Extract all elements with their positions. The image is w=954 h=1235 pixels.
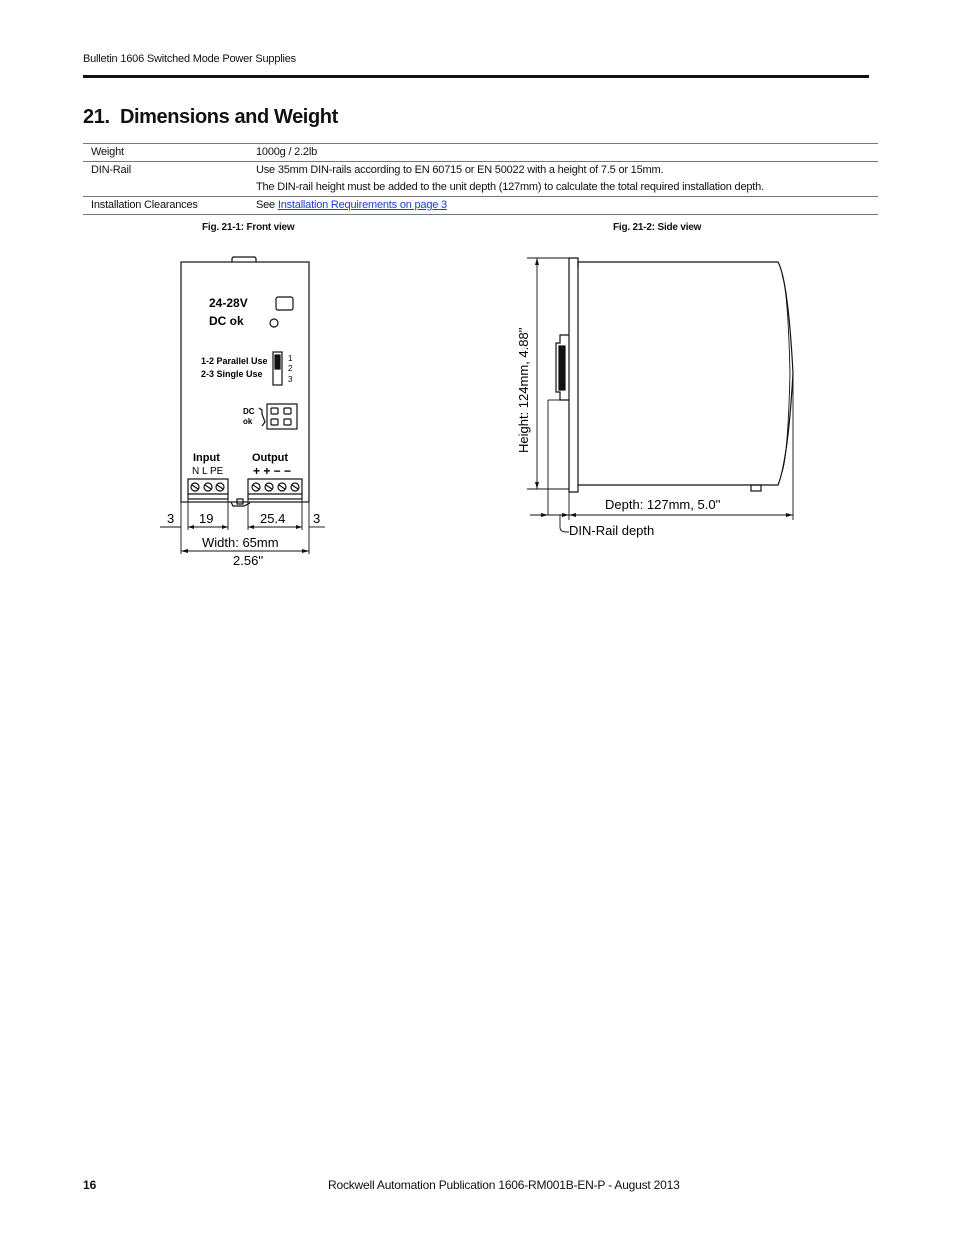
front-view-caption: Fig. 21-1: Front view: [202, 222, 295, 233]
pin-label-1: 1: [288, 354, 293, 363]
section-title: [83, 106, 338, 129]
dc-ok-label: DC ok: [209, 314, 244, 328]
height-label: Height: 124mm, 4.88'': [516, 327, 531, 453]
side-view-caption: Fig. 21-2: Side view: [613, 222, 702, 233]
input-pins-label: N L PE: [192, 466, 224, 477]
width-label: Width: 65mm: [202, 535, 279, 550]
publication-footer: Rockwell Automation Publication 1606-RM001B-EN-P - August 2013: [328, 1178, 680, 1192]
dim-right-label: 3: [313, 511, 321, 526]
spec-table: [83, 143, 878, 215]
dim-left-label: 3: [167, 511, 175, 526]
page-number: 16: [83, 1178, 97, 1192]
width-inch-label: 2.56'': [233, 553, 264, 568]
pin-label-2: 2: [288, 364, 293, 373]
relay-dc-label: DC: [243, 407, 255, 416]
output-label: Output: [252, 452, 289, 464]
depth-label: Depth: 127mm, 5.0'': [605, 497, 721, 512]
header-rule: [83, 75, 869, 78]
din-rail-depth-label: DIN-Rail depth: [569, 523, 655, 538]
spec-label-din-rail: DIN-Rail: [91, 164, 131, 176]
spec-row-weight: [83, 144, 878, 162]
side-view-drawing: [510, 250, 810, 545]
spec-label-clearances: Installation Clearances: [91, 199, 198, 211]
section-number: 21.: [83, 106, 110, 128]
relay-ok-label: ok: [243, 417, 253, 426]
installation-requirements-link[interactable]: Installation Requirements on page 3: [277, 199, 447, 211]
spec-row-din-rail: [83, 162, 878, 197]
spec-value-din-rail-1: Use 35mm DIN-rails according to EN 60715 or EN 50022 with a height of 7.5 or 15mm.: [256, 164, 664, 176]
running-header: Bulletin 1606 Switched Mode Power Supplies: [83, 53, 296, 65]
output-pins-label: + + − −: [253, 464, 292, 478]
spec-label-weight: Weight: [91, 146, 124, 158]
single-use-label: 2-3 Single Use: [201, 369, 263, 379]
dim-input-label: 19: [199, 511, 214, 526]
section-heading: Dimensions and Weight: [119, 106, 338, 128]
parallel-use-label: 1-2 Parallel Use: [201, 356, 268, 366]
spec-value-see: See: [256, 199, 275, 211]
spec-value-din-rail-2: The DIN-rail height must be added to the unit depth (127mm) to calculate the total required installation depth.: [256, 181, 764, 193]
spec-value-weight: 1000g / 2.2lb: [256, 146, 318, 158]
front-view-drawing: [160, 250, 340, 570]
spec-row-clearances: [83, 197, 878, 215]
voltage-label: 24-28V: [209, 296, 248, 310]
input-label: Input: [193, 452, 220, 464]
pin-label-3: 3: [288, 375, 293, 384]
dim-output-label: 25.4: [260, 511, 286, 526]
